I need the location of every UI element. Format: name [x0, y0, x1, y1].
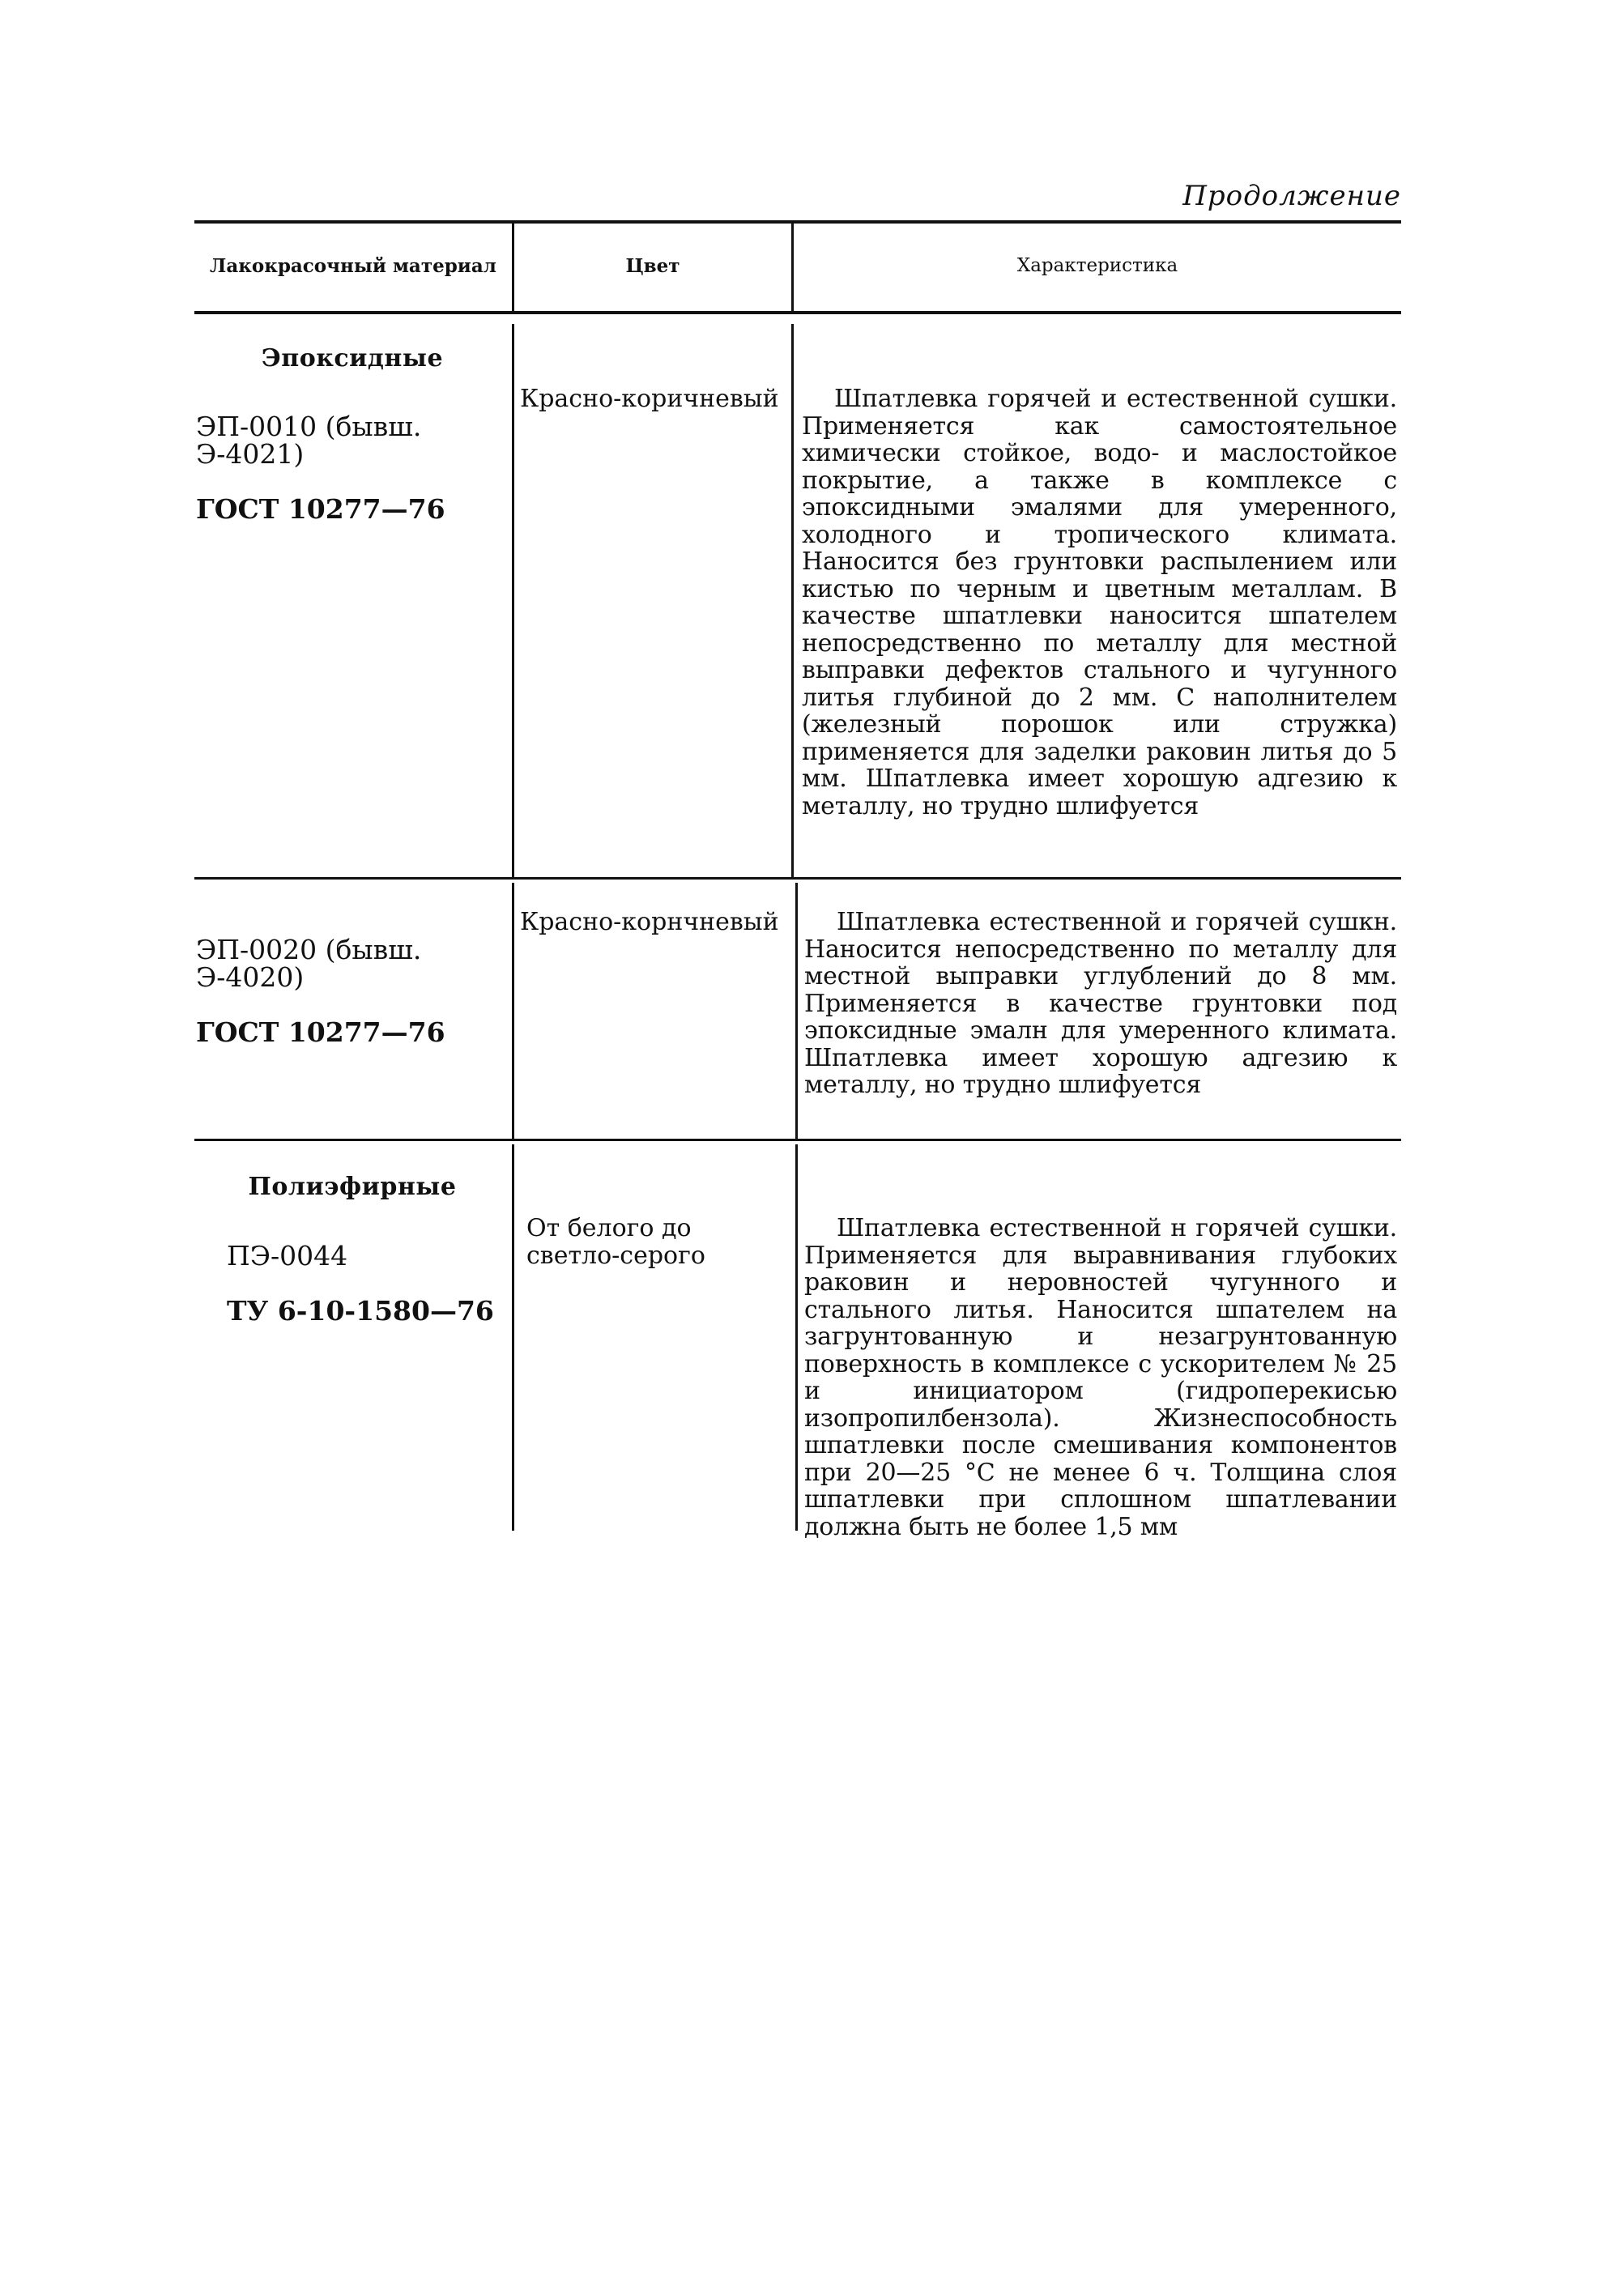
description-cell: Шпатлевка естественной н горячей сушки. Применяется для выравнивания глубоких раковин и неровностей чугунного и стального литья. Наносится шпателем на загрунтованную и незагрунтованную поверхность в комплексе с ускорителем № 25 и инициатором (гидроперекисью изопропилбензола). Жизнеспособность шпатлевки после смешивания компонентов при 20—25 °С не менее 6 ч. Толщина слоя шпатлевки при сплошном шпатлевании должна быть не более 1,5 мм [804, 1214, 1397, 1541]
table-row-rule [194, 1139, 1401, 1141]
table-column-rule [512, 324, 514, 877]
group-heading: Эпоксидные [261, 344, 444, 373]
color-cell: Красно-коричневый [520, 385, 779, 413]
table-row-rule [194, 877, 1401, 880]
table-column-rule [512, 883, 514, 1139]
table-column-rule [791, 324, 794, 877]
description-cell: Шпатлевка естественной и горячей сушкн. Наносится непосредственно по металлу для местной выправки углублений до 8 мм. Применяется в качестве грунтовки под эпоксидные эмалн для умеренного климата. Шпатлевка имеет хорошую адгезию к металлу, но трудно шлифуется [804, 908, 1397, 1099]
continued-label: Продолжение [1182, 180, 1401, 212]
column-header-color: Цвет [625, 254, 680, 277]
table-header-rule [194, 311, 1401, 314]
table-column-rule [512, 1144, 514, 1531]
material-cell [196, 909, 508, 1074]
column-header-material: Лакокрасочный материал [210, 254, 496, 277]
group-heading: Полиэфирные [248, 1173, 457, 1201]
material-cell [196, 386, 508, 551]
material-cell [227, 1215, 508, 1352]
color-cell: Красно-корнчневый [520, 908, 779, 936]
material-code: ЭП-0020 (бывш. Э-4020) [196, 934, 422, 993]
material-code: ЭП-0010 (бывш. Э-4021) [196, 411, 422, 470]
material-standard: ГОСТ 10277—76 [196, 493, 445, 525]
material-standard: ТУ 6-10-1580—76 [227, 1295, 494, 1327]
table-column-rule [795, 883, 798, 1139]
material-code: ПЭ-0044 [227, 1240, 348, 1272]
description-cell: Шпатлевка горячей и естественной сушки. Применяется как самостоятельное химически стойкое, водо- и маслостойкое покрытие, а также в комплексе с эпоксидными эмалями для умеренного, холодного и тропического климата. Наносится без грунтовки распылением или кистью по черным и цветным металлам. В качестве шпатлевки наносится шпателем непосредственно по металлу для местной выправки дефектов стального и чугунного литья глубиной до 2 мм. С наполнителем (железный порошок или стружка) применяется для заделки раковин литья до 5 мм. Шпатлевка имеет хорошую адгезию к металлу, но трудно шлифуется [802, 385, 1397, 820]
color-cell: От белого до светло-серого [526, 1214, 705, 1270]
table-column-rule [795, 1144, 798, 1531]
material-standard: ГОСТ 10277—76 [196, 1016, 445, 1048]
column-header-description: Характеристика [1016, 255, 1178, 276]
